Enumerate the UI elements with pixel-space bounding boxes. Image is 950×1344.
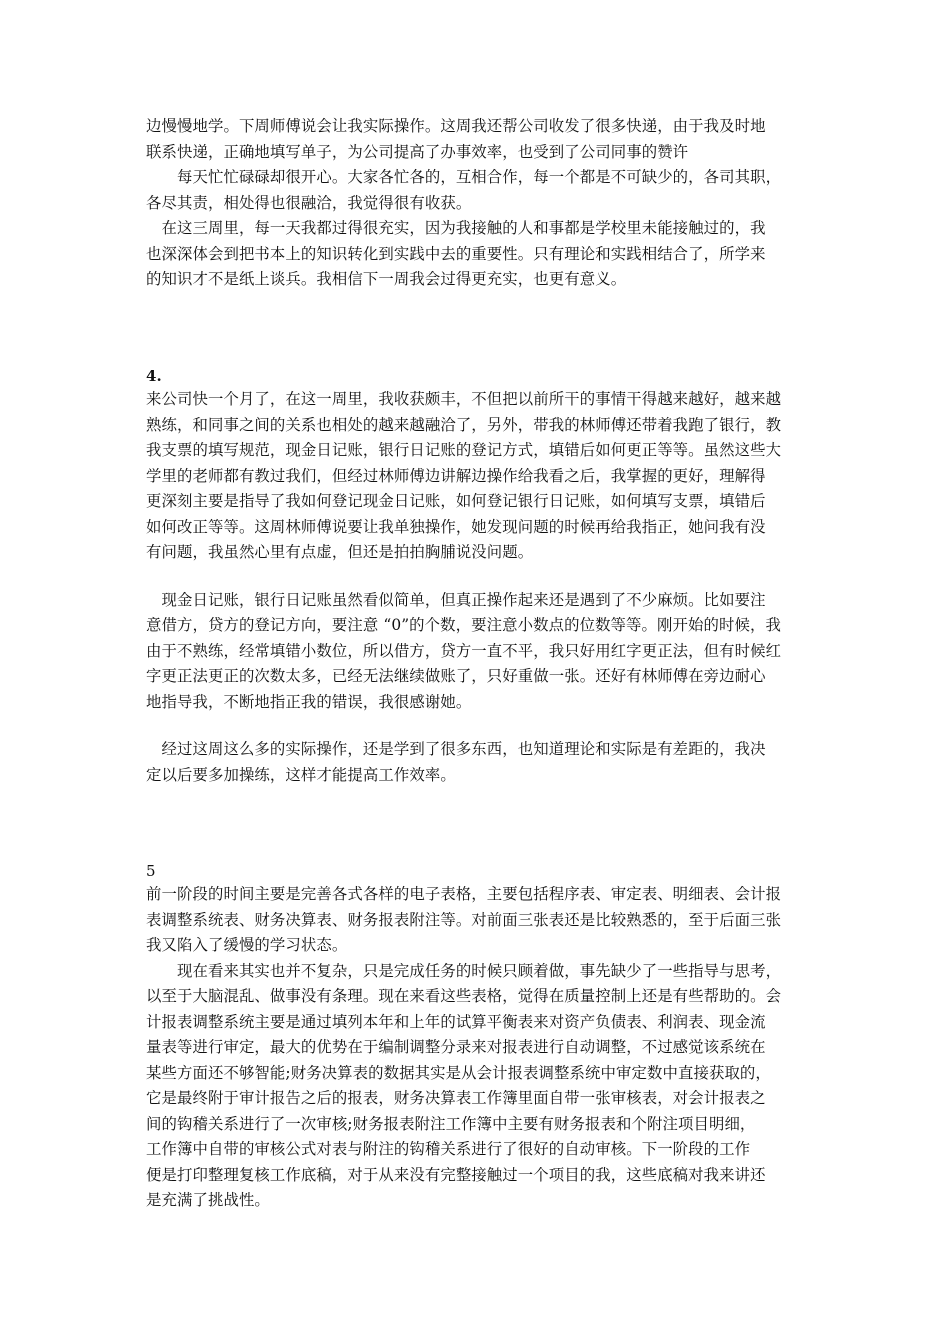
text-line: 地指导我，不断地指正我的错误，我很感谢她。 [146, 692, 472, 711]
paragraph [146, 959, 810, 1214]
text-line: 我又陷入了缓慢的学习状态。 [146, 936, 348, 954]
text-line: 表调整系统表、财务决算表、财务报表附注等。对前面三张表还是比较熟悉的，至于后面三张 [146, 910, 782, 929]
text-line: 各尽其责，相处得也很融洽，我觉得很有收获。 [146, 193, 472, 212]
text-line: 来公司快一个月了，在这一周里，我收获颇丰，不但把以前所干的事情干得越来越好，越来越 [146, 390, 782, 408]
section-top [146, 114, 810, 293]
text-line: 联系快递，正确地填写单子，为公司提高了办事效率，也受到了公司同事的赞许 [146, 142, 689, 161]
text-line: 某些方面还不够智能;财务决算表的数据其实是从会计报表调整系统中审定数中直接获取的， [146, 1063, 771, 1082]
text-line: 现在看来其实也并不复杂，只是完成任务的时候只顾着做，事先缺少了一些指导与思考， [146, 961, 782, 980]
text-line: 边慢慢地学。下周师傅说会让我实际操作。这周我还帮公司收发了很多快递，由于我及时地 [146, 117, 766, 135]
text-line: 工作簿中自带的审核公式对表与附注的钩稽关系进行了很好的自动审核。下一阶段的工作 [146, 1140, 751, 1158]
text-line: 以至于大脑混乱、做事没有条理。现在来看这些表格，觉得在质量控制上还是有些帮助的。会 [146, 987, 782, 1005]
section-heading: 5 [146, 862, 156, 880]
text-line: 学里的老师都有教过我们，但经过林师傅边讲解边操作给我看之后，我掌握的更好，理解得 [146, 466, 766, 485]
paragraph [146, 588, 810, 716]
text-line: 意借方，贷方的登记方向，要注意 “0”的个数，要注意小数点的位数等等。刚开始的时候，我 [146, 616, 781, 634]
section-heading: 4. [146, 367, 162, 385]
text-line: 它是最终附于审计报告之后的报表，财务决算表工作簿里面自带一张审核表，对会计报表之 [146, 1089, 766, 1107]
text-line: 有问题，我虽然心里有点虚，但还是拍拍胸脯说没问题。 [146, 543, 534, 561]
text-line: 字更正法更正的次数太多，已经无法继续做账了，只好重做一张。还好有林师傅在旁边耐心 [146, 667, 766, 685]
text-line: 是充满了挑战性。 [146, 1191, 270, 1209]
text-line: 的知识才不是纸上谈兵。我相信下一周我会过得更充实，也更有意义。 [146, 270, 627, 288]
text-line: 经过这周这么多的实际操作，还是学到了很多东西，也知道理论和实际是有差距的，我决 [146, 740, 766, 758]
paragraph [146, 882, 810, 959]
text-line: 如何改正等等。这周林师傅说要让我单独操作，她发现问题的时候再给我指正，她问我有没 [146, 517, 766, 536]
text-line: 量表等进行审定，最大的优势在于编制调整分录来对报表进行自动调整，不过感觉该系统在 [146, 1038, 766, 1056]
section-5 [146, 860, 810, 1214]
text-line: 更深刻主要是指导了我如何登记现金日记账，如何登记银行日记账，如何填写支票，填错后 [146, 492, 766, 510]
text-line: 也深深体会到把书本上的知识转化到实践中去的重要性。只有理论和实践相结合了，所学来 [146, 244, 766, 263]
text-line: 现金日记账，银行日记账虽然看似简单，但真正操作起来还是遇到了不少麻烦。比如要注 [146, 590, 766, 609]
text-line: 定以后要多加操练，这样才能提高工作效率。 [146, 765, 456, 784]
text-line: 由于不熟练，经常填错小数位，所以借方，贷方一直不平，我只好用红字更正法，但有时候红 [146, 641, 782, 660]
text-line: 便是打印整理复核工作底稿，对于从来没有完整接触过一个项目的我，这些底稿对我来讲还 [146, 1165, 766, 1184]
text-line: 熟练，和同事之间的关系也相处的越来越融洽了，另外，带我的林师傅还带着我跑了银行，教 [146, 415, 782, 434]
paragraph [146, 737, 810, 788]
text-line: 计报表调整系统主要是通过填列本年和上年的试算平衡表来对资产负债表、利润表、现金流 [146, 1012, 766, 1031]
text-line: 前一阶段的时间主要是完善各式各样的电子表格，主要包括程序表、审定表、明细表、会计报 [146, 885, 782, 903]
text-line: 我支票的填写规范，现金日记账，银行日记账的登记方式，填错后如何更正等等。虽然这些大 [146, 441, 782, 459]
section-4 [146, 365, 810, 788]
text-line: 间的钩稽关系进行了一次审核;财务报表附注工作簿中主要有财务报表和个附注项目明细， [146, 1114, 756, 1133]
text-line: 每天忙忙碌碌却很开心。大家各忙各的，互相合作，每一个都是不可缺少的，各司其职， [146, 168, 782, 186]
text-line: 在这三周里，每一天我都过得很充实，因为我接触的人和事都是学校里未能接触过的，我 [146, 219, 766, 237]
paragraph [146, 387, 810, 566]
